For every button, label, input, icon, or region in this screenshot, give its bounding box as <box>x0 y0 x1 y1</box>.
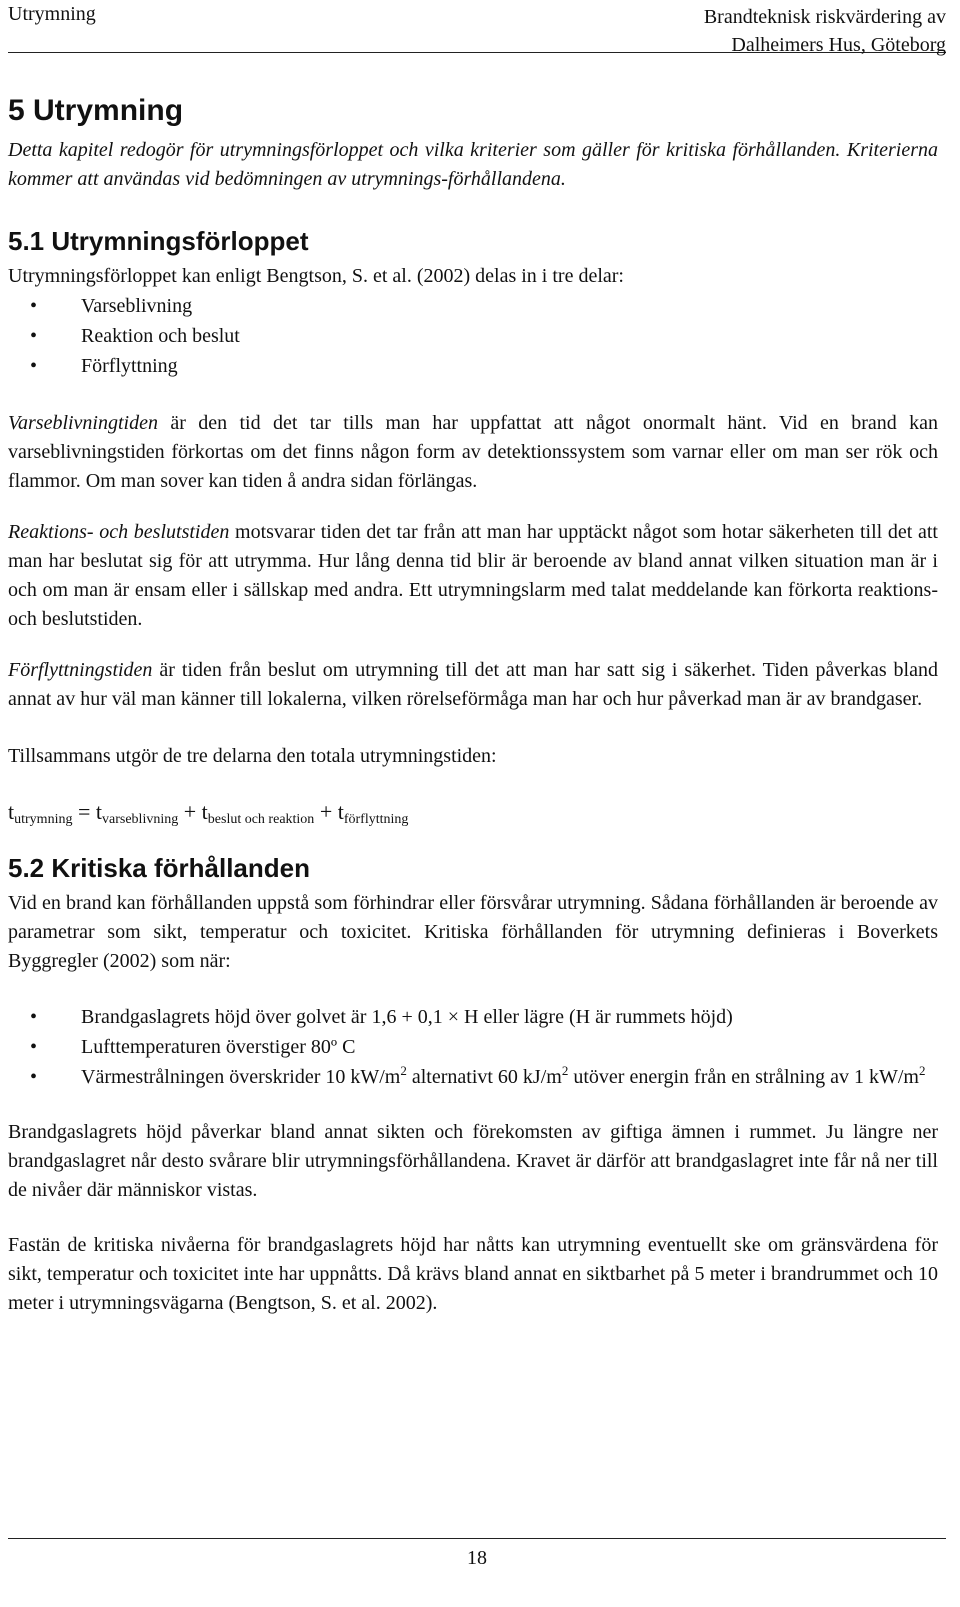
subsection-heading-5-1: 5.1 Utrymningsförloppet <box>8 226 309 256</box>
bullet-icon: • <box>30 1036 38 1058</box>
header-title-line2: Dalheimers Hus, Göteborg <box>731 34 946 56</box>
paragraph-limits: Fastän de kritiska nivåerna för brandgaslagrets höjd har nåtts kan utrymning eventuellt ske om gränsvärdena för sikt, temperatur och toxicitet inte har uppnåtts. Då krävs bland annat en siktbarhet på 5 meter i brandrummet och 10 meter i utrymningsvägarna (Bengtson, S. et al. 2002). <box>8 1234 938 1314</box>
paragraph-total: Tillsammans utgör de tre delarna den totala utrymningstiden: <box>8 745 497 767</box>
bullet-icon: • <box>30 1066 38 1088</box>
section-heading: 5 Utrymning <box>8 94 184 127</box>
phase-list <box>8 291 938 381</box>
bullet-icon: • <box>30 325 38 347</box>
critical-lead: Vid en brand kan förhållanden uppstå som förhindrar eller försvårar utrymning. Sådana förhållanden är beroende av parametrar som sikt, temperatur och toxicitet. Kritiska förhållanden för utrymning definieras i Boverkets Byggregler (2002) som när: <box>8 892 938 972</box>
paragraph-smoke-layer: Brandgaslagrets höjd påverkar bland annat sikten och förekomsten av giftiga ämnen i rummet. Ju längre ner brandgaslagret når desto svårare blir utrymningsförhållandena. Kravet är därför att brandgaslagret inte får nå ner till de nivåer där människor vistas. <box>8 1121 938 1201</box>
header-document-title <box>704 3 946 59</box>
page-number: 18 <box>8 1538 946 1598</box>
list-item: • Värmestrålningen överskrider 10 $kW/m^2$ alternativt 60 $kJ/m^2$ utöver energin från en strålning av 1 $kW/m^2$ <box>8 1062 938 1092</box>
subsection-lead: Utrymningsförloppet kan enligt Bengtson, S. et al. (2002) delas in i tre delar: <box>8 265 624 287</box>
page-content <box>8 92 938 1318</box>
bullet-icon: • <box>30 355 38 377</box>
section-intro: Detta kapitel redogör för utrymningsförloppet och vilka kriterier som gäller för kritiska förhållanden. Kriterierna kommer att användas vid bedömningen av utrymnings-förhållandena. <box>8 139 938 190</box>
header-title-line1: Brandteknisk riskvärdering av <box>703 6 946 28</box>
header-chapter: Utrymning <box>8 3 96 25</box>
list-item: • Förflyttning <box>8 351 938 381</box>
criteria-list <box>8 1002 938 1092</box>
page-header <box>8 0 946 56</box>
list-item: • Lufttemperaturen överstiger 80º C <box>8 1032 938 1062</box>
paragraph-varseblivning: Varseblivningtiden är den tid det tar tills man har uppfattat att något onormalt hänt. Vid en brand kan varseblivningstiden förkortas om det finns någon form av detektionssystem som varnar eller om man ser rök och flammor. Om man sover kan tiden å andra sidan förlängas. <box>8 412 938 492</box>
list-item: • Brandgaslagrets höjd över golvet är 1,6 + 0,1 × H eller lägre (H är rummets höjd) <box>8 1002 938 1032</box>
paragraph-reaktion: Reaktions- och beslutstiden motsvarar tiden det tar från att man har upptäckt något som hotar säkerheten till det att man har beslutat sig för att utrymma. Hur lång denna tid blir är beroende av bland annat vilken situation man är i och om man är ensam eller i sällskap med andra. Ett utrymningslarm med talat meddelande kan förkorta reaktions- och beslutstiden. <box>8 521 938 630</box>
evacuation-formula: $t_{utrymning} = t_{varseblivning} + t_{beslut och reaktion} + t_{förflyttning}$ <box>8 799 409 827</box>
bullet-icon: • <box>30 1006 38 1028</box>
list-item: • Varseblivning <box>8 291 938 321</box>
subsection-heading-5-2: 5.2 Kritiska förhållanden <box>8 853 310 883</box>
bullet-icon: • <box>30 295 38 317</box>
paragraph-forflyttning: Förflyttningstiden är tiden från beslut om utrymning till det att man har satt sig i säkerhet. Tiden påverkas bland annat av hur väl man känner till lokalerna, vilken rörelseförmåga man har och hur påverkad man är av brandgaser. <box>8 659 938 710</box>
list-item: • Reaktion och beslut <box>8 321 938 351</box>
